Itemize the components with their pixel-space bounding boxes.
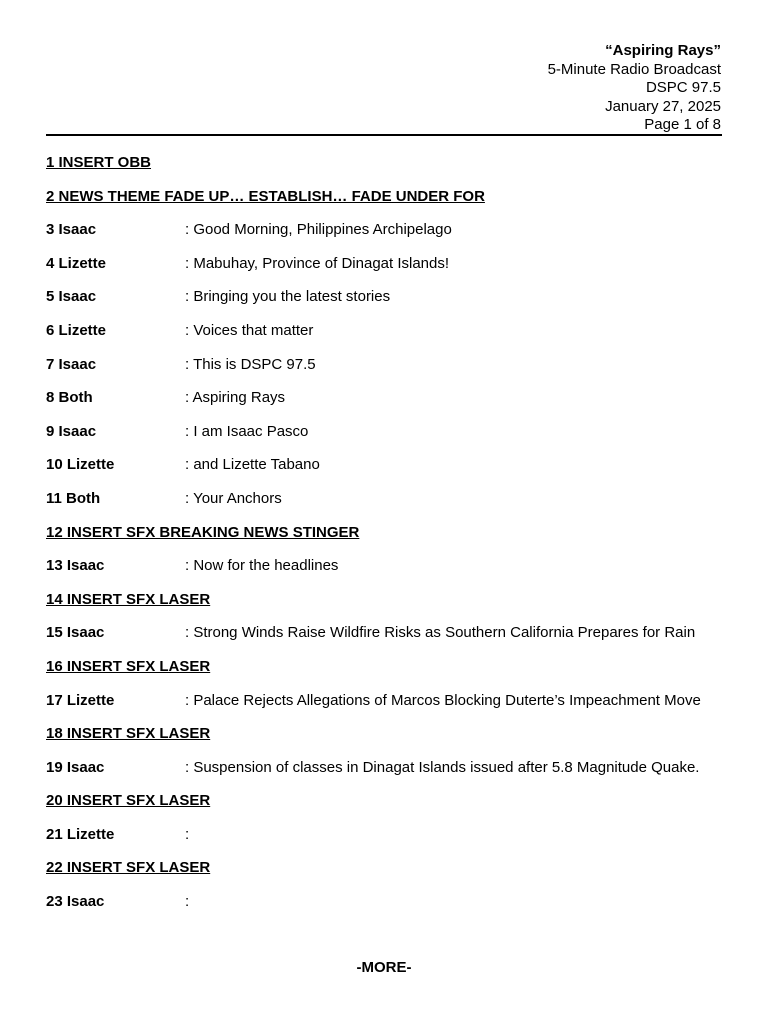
dialog-text: : This is DSPC 97.5 <box>185 355 316 373</box>
speaker-label: 13 Isaac <box>46 557 105 575</box>
speaker-label: 4 Lizette <box>46 254 107 272</box>
dialog-text: : <box>185 893 190 911</box>
speaker-label: 10 Lizette <box>46 456 115 474</box>
dialog-text: : I am Isaac Pasco <box>185 422 309 440</box>
cue-text: 22 INSERT SFX LASER <box>46 859 211 877</box>
dialog-text: : Bringing you the latest stories <box>185 288 391 306</box>
cue-text: 2 NEWS THEME FADE UP… ESTABLISH… FADE UNDER FOR <box>46 187 485 205</box>
script-cue <box>46 153 726 187</box>
cue-text: 16 INSERT SFX LASER <box>46 657 211 675</box>
script-dialog-line <box>46 556 726 590</box>
script-dialog-line <box>46 623 726 657</box>
page-number: Page 1 of 8 <box>644 116 721 133</box>
cue-text: 1 INSERT OBB <box>46 154 152 171</box>
broadcast-format: 5-Minute Radio Broadcast <box>547 60 721 78</box>
dialog-text: : Your Anchors <box>185 489 282 507</box>
speaker-label: 23 Isaac <box>46 893 105 911</box>
script-body <box>46 153 726 926</box>
script-dialog-line <box>46 455 726 489</box>
script-dialog-line <box>46 691 726 725</box>
broadcast-date: January 27, 2025 <box>605 97 721 115</box>
script-dialog-line <box>46 220 726 254</box>
script-dialog-line <box>46 892 726 926</box>
speaker-label: 15 Isaac <box>46 624 105 642</box>
script-dialog-line <box>46 388 726 422</box>
cue-text: 20 INSERT SFX LASER <box>46 792 211 810</box>
script-cue <box>46 724 726 758</box>
speaker-label: 17 Lizette <box>46 691 115 709</box>
more-indicator: -MORE- <box>356 959 412 976</box>
cue-text: 12 INSERT SFX BREAKING NEWS STINGER <box>46 523 360 541</box>
dialog-text: : Good Morning, Philippines Archipelago <box>185 221 452 239</box>
dialog-text: : Voices that matter <box>185 321 314 339</box>
dialog-text: : Suspension of classes in Dinagat Islands issued after 5.8 Magnitude Quake. <box>185 758 700 776</box>
script-dialog-line <box>46 287 726 321</box>
dialog-text: : and Lizette Tabano <box>185 456 320 474</box>
dialog-text: : Mabuhay, Province of Dinagat Islands! <box>185 254 450 272</box>
script-dialog-line <box>46 825 726 859</box>
dialog-text: : <box>185 825 190 843</box>
header-divider <box>46 134 722 136</box>
script-dialog-line <box>46 321 726 355</box>
script-cue <box>46 791 726 825</box>
speaker-label: 6 Lizette <box>46 321 107 339</box>
show-title: “Aspiring Rays” <box>605 42 721 59</box>
station-name: DSPC 97.5 <box>645 79 721 96</box>
script-cue <box>46 858 726 892</box>
cue-text: 14 INSERT SFX LASER <box>46 590 211 608</box>
script-cue <box>46 590 726 624</box>
speaker-label: 8 Both <box>46 389 93 407</box>
speaker-label: 5 Isaac <box>46 288 97 306</box>
speaker-label: 7 Isaac <box>46 355 97 373</box>
cue-text: 18 INSERT SFX LASER <box>46 725 211 743</box>
script-dialog-line <box>46 422 726 456</box>
script-cue <box>46 523 726 557</box>
script-cue <box>46 657 726 691</box>
speaker-label: 19 Isaac <box>46 758 105 776</box>
script-dialog-line <box>46 758 726 792</box>
speaker-label: 9 Isaac <box>46 422 97 440</box>
script-cue <box>46 187 726 221</box>
speaker-label: 21 Lizette <box>46 825 115 843</box>
script-dialog-line <box>46 254 726 288</box>
dialog-text: : Now for the headlines <box>185 557 339 575</box>
speaker-label: 11 Both <box>46 489 101 507</box>
dialog-text: : Strong Winds Raise Wildfire Risks as Southern California Prepares for Rain <box>185 624 696 642</box>
script-dialog-line <box>46 489 726 523</box>
document-header <box>46 42 721 135</box>
script-dialog-line <box>46 355 726 389</box>
dialog-text: : Palace Rejects Allegations of Marcos Blocking Duterte’s Impeachment Move <box>185 691 701 709</box>
speaker-label: 3 Isaac <box>46 221 97 239</box>
dialog-text: : Aspiring Rays <box>185 389 286 407</box>
